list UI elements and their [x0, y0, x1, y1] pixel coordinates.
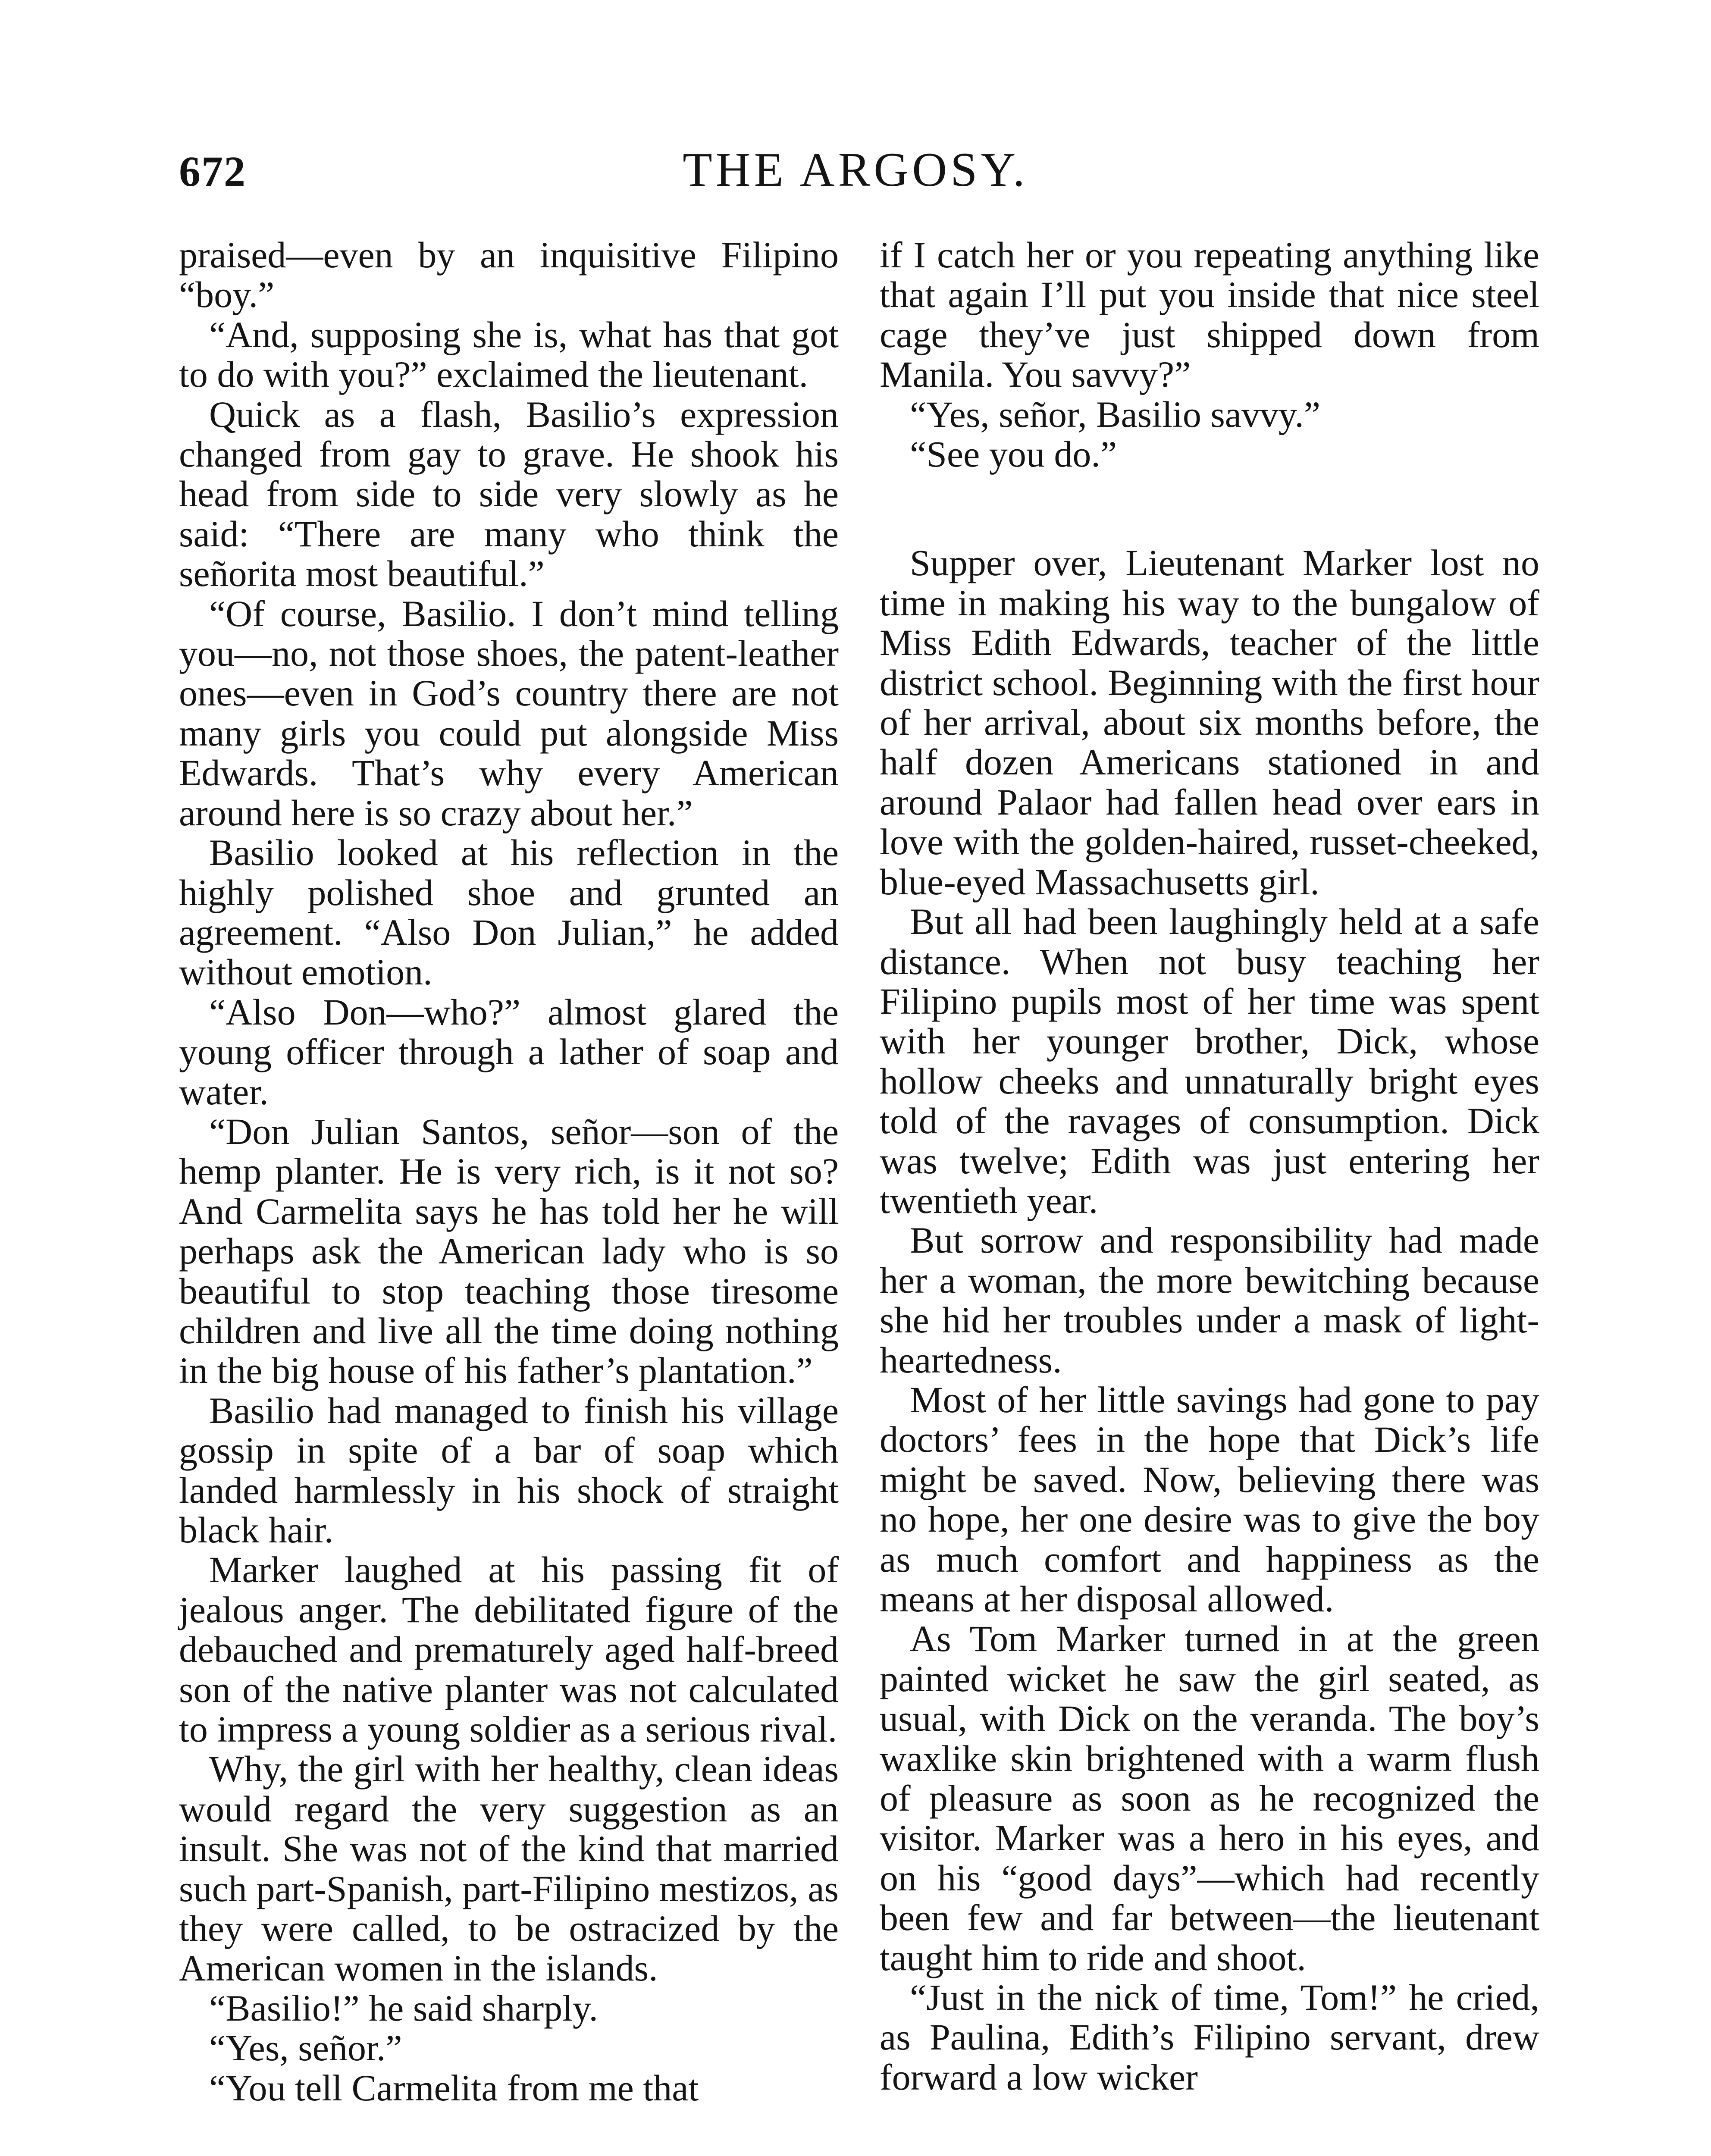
paragraph: “Yes, señor.”: [209, 2027, 402, 2069]
paragraph: “Yes, señor, Basilio savvy.”: [910, 393, 1321, 435]
page-title: THE ARGOSY.: [683, 143, 1028, 197]
running-head: [0, 142, 1711, 203]
paragraph: “You tell Carmelita from me that: [209, 2067, 699, 2109]
paragraph: Most of her little savings had gone to pay doctors’ fees in the hope that Dick’s life might be saved. Now, believing there was no hope, her one desire was to give the boy as much comfort and happiness as the means at her disposal allowed.: [880, 1379, 1539, 1620]
paragraph: Basilio looked at his reflection in the highly polished shoe and grunted an agreement. “Also Don Julian,” he added without emotion.: [179, 832, 839, 993]
paragraph: “Also Don—who?” almost glared the young officer through a lather of soap and water.: [179, 991, 839, 1112]
paragraph: Supper over, Lieutenant Marker lost no time in making his way to the bungalow of Miss Edith Edwards, teacher of the little district school. Beginning with the first hour of her arrival, about six months before, the half dozen Americans stationed in and around Palaor had fallen head over ears in love with the golden-haired, russet-cheeked, blue-eyed Massachusetts girl.: [880, 542, 1539, 903]
left-column: [179, 235, 839, 2108]
paragraph: Why, the girl with her healthy, clean ideas would regard the very suggestion as an insult. She was not of the kind that married such part-Spanish, part-Filipino mestizos, as they were called, to be ostracized by the American women in the islands.: [179, 1748, 839, 1989]
right-column: [880, 235, 1539, 2097]
paragraph: As Tom Marker turned in at the green painted wicket he saw the girl seated, as usual, with Dick on the veranda. The boy’s waxlike skin brightened with a warm flush of pleasure as soon as he recognized the visitor. Marker was a hero in his eyes, and on his “good days”—which had recently been few and far between—the lieutenant taught him to ride and shoot.: [880, 1618, 1539, 1978]
paragraph: Basilio had managed to finish his village gossip in spite of a bar of soap which landed harmlessly in his shock of straight black hair.: [179, 1389, 839, 1551]
paragraph: “Just in the nick of time, Tom!” he cried, as Paulina, Edith’s Filipino servant, drew forward a low wicker: [880, 1977, 1539, 2098]
paragraph: But sorrow and responsibility had made her a woman, the more bewitching because she hid her troubles under a mask of light-heartedness.: [880, 1219, 1539, 1381]
paragraph: “See you do.”: [910, 433, 1117, 475]
paragraph: “Of course, Basilio. I don’t mind telling you—no, not those shoes, the patent-leather ones—even in God’s country there are not many girls you could put alongside Miss Edwards. That’s why every American around here is so crazy about her.”: [179, 592, 839, 834]
paragraph: “And, supposing she is, what has that got to do with you?” exclaimed the lieutenant.: [179, 313, 839, 395]
paragraph: “Basilio!” he said sharply.: [209, 1987, 598, 2029]
paragraph: if I catch her or you repeating anything like that again I’ll put you inside that nice steel cage they’ve just shipped down from Manila. You savvy?”: [880, 234, 1539, 395]
paragraph: But all had been laughingly held at a safe distance. When not busy teaching her Filipino pupils most of her time was spent with her younger brother, Dick, whose hollow cheeks and unnaturally bright eyes told of the ravages of consumption. Dick was twelve; Edith was just entering her twentieth year.: [880, 901, 1539, 1221]
section-break: [880, 474, 1539, 543]
page-number: 672: [179, 147, 246, 195]
paragraph: Marker laughed at his passing fit of jealous anger. The debilitated figure of the debauched and prematurely aged half-breed son of the native planter was not calculated to impress a young soldier as a serious rival.: [179, 1549, 839, 1750]
paragraph: “Don Julian Santos, señor—son of the hemp planter. He is very rich, is it not so? And Carmelita says he has told her he will perhaps ask the American lady who is so beautiful to stop teaching those tiresome children and live all the time doing nothing in the big house of his father’s plantation.”: [179, 1110, 839, 1391]
paragraph: praised—even by an inquisitive Filipino “boy.”: [179, 234, 839, 316]
paragraph: Quick as a flash, Basilio’s expression changed from gay to grave. He shook his head from side to side very slowly as he said: “There are many who think the señorita most beautiful.”: [179, 393, 839, 595]
